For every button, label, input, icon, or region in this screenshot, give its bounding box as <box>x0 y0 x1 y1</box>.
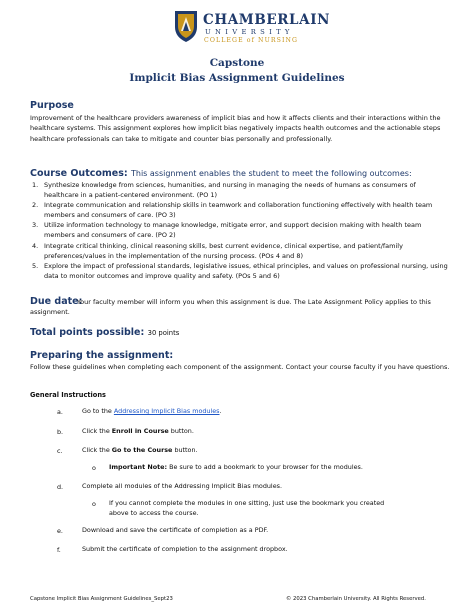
footer-copyright: © 2023 Chamberlain University. All Rights Reserved. <box>286 596 426 602</box>
purpose-heading: Purpose <box>30 100 74 111</box>
total-points-value: 30 points <box>147 329 180 337</box>
total-points-heading <box>30 327 179 338</box>
list-text: Integrate critical thinking, clinical reasoning skills, best current evidence, clinical expertise, and patient/family preferences/values in the implementation of the nursing process. (POs 4 and 8) <box>44 241 403 260</box>
shield-crest-icon <box>173 9 199 43</box>
list-item <box>30 220 450 240</box>
important-note-label: Important Note: <box>109 463 168 471</box>
preparing-heading: Preparing the assignment: <box>30 350 174 361</box>
outcomes-intro: This assignment enables the student to meet the following outcomes: <box>131 169 412 178</box>
step-d-text: Complete all modules of the Addressing Implicit Bias modules. <box>82 482 283 490</box>
step-d-note-line2: above to access the course. <box>109 509 199 517</box>
step-a-end: . <box>219 407 222 415</box>
list-item <box>30 261 450 281</box>
due-date-text: Your faculty member will inform you when this assignment is due. The Late Assignment Policy applies to this assignment. <box>30 298 431 317</box>
total-points-label: Total points possible: <box>30 327 145 338</box>
list-number: 2. <box>32 201 39 210</box>
logo-name: CHAMBERLAIN <box>203 12 331 28</box>
outcomes-heading-label: Course Outcomes: <box>30 168 128 179</box>
list-number: 5. <box>32 261 39 270</box>
step-d-letter: d. <box>57 483 64 491</box>
document-title-line1: Capstone <box>209 57 265 69</box>
step-c-note <box>109 462 363 472</box>
step-c-end: button. <box>172 446 198 454</box>
list-number: 1. <box>32 181 39 189</box>
outcomes-heading <box>30 168 412 179</box>
step-e-text: Download and save the certificate of completion as a PDF. <box>82 526 269 534</box>
list-item <box>30 241 450 261</box>
footer-document-name: Capstone Implicit Bias Assignment Guidelines_Sept23 <box>30 596 173 602</box>
addressing-implicit-bias-link[interactable]: Addressing Implicit Bias modules <box>113 407 220 415</box>
list-item <box>30 180 450 200</box>
document-title-line2: Implicit Bias Assignment Guidelines <box>129 72 345 84</box>
list-number: 3. <box>32 221 39 230</box>
step-b-end: button. <box>168 427 194 435</box>
step-a-text: Go to the <box>82 407 114 415</box>
outcomes-list <box>30 180 450 281</box>
list-text: Synthesize knowledge from sciences, humanities, and nursing in managing the needs of humans as consumers of healthcare in a patient-centered environment. (PO 1) <box>44 181 416 200</box>
chamberlain-logo <box>173 9 331 49</box>
step-d-note-line1: If you cannot complete the modules in one sitting, just use the bookmark you created <box>109 499 385 507</box>
step-c-text: Click the <box>82 446 112 454</box>
bullet-icon: o <box>92 500 96 508</box>
list-text: Utilize information technology to manage knowledge, mitigate error, and support decision making with health team members and consumers of care. (PO 2) <box>44 221 422 240</box>
bullet-icon: o <box>92 464 96 472</box>
list-text: Explore the impact of professional standards, legislative issues, ethical principles, and values on professional nursing, using data to monitor outcomes and improve quality and safety. (POs 5 and 6) <box>44 261 448 280</box>
list-number: 4. <box>32 241 39 250</box>
step-a-letter: a. <box>57 408 63 416</box>
step-b-letter: b. <box>57 428 64 436</box>
enroll-in-course-label: Enroll in Course <box>111 427 169 435</box>
step-b <box>82 426 194 436</box>
step-b-text: Click the <box>82 427 112 435</box>
step-c <box>82 445 198 455</box>
step-f-letter: f. <box>57 546 61 554</box>
list-text: Integrate communication and relationship skills in teamwork and collaboration functioning effectively with health team members and consumers of care. (PO 3) <box>44 201 433 220</box>
due-date-label: Due date: <box>30 296 83 307</box>
step-e-letter: e. <box>57 527 63 535</box>
step-c-letter: c. <box>57 447 63 455</box>
general-instructions-heading: General Instructions <box>30 391 106 399</box>
purpose-text: Improvement of the healthcare providers awareness of implicit bias and how it affects clients and their interactions within the healthcare systems. This assignment explores how implicit bias negatively impacts health outcomes and the actionable steps healthcare professionals can take to mitigate and counter bias personally and professionally. <box>30 114 441 143</box>
step-f-text: Submit the certificate of completion to the assignment dropbox. <box>82 545 288 553</box>
logo-university: UNIVERSITY <box>205 28 294 36</box>
list-item <box>30 200 450 220</box>
important-note-text: Be sure to add a bookmark to your browser for the modules. <box>167 463 363 471</box>
step-a <box>82 406 222 416</box>
logo-college: COLLEGE of NURSING <box>204 37 299 44</box>
preparing-text: Follow these guidelines when completing each component of the assignment. Contact your course faculty if you have questions. <box>30 363 450 371</box>
go-to-course-label: Go to the Course <box>111 446 173 454</box>
